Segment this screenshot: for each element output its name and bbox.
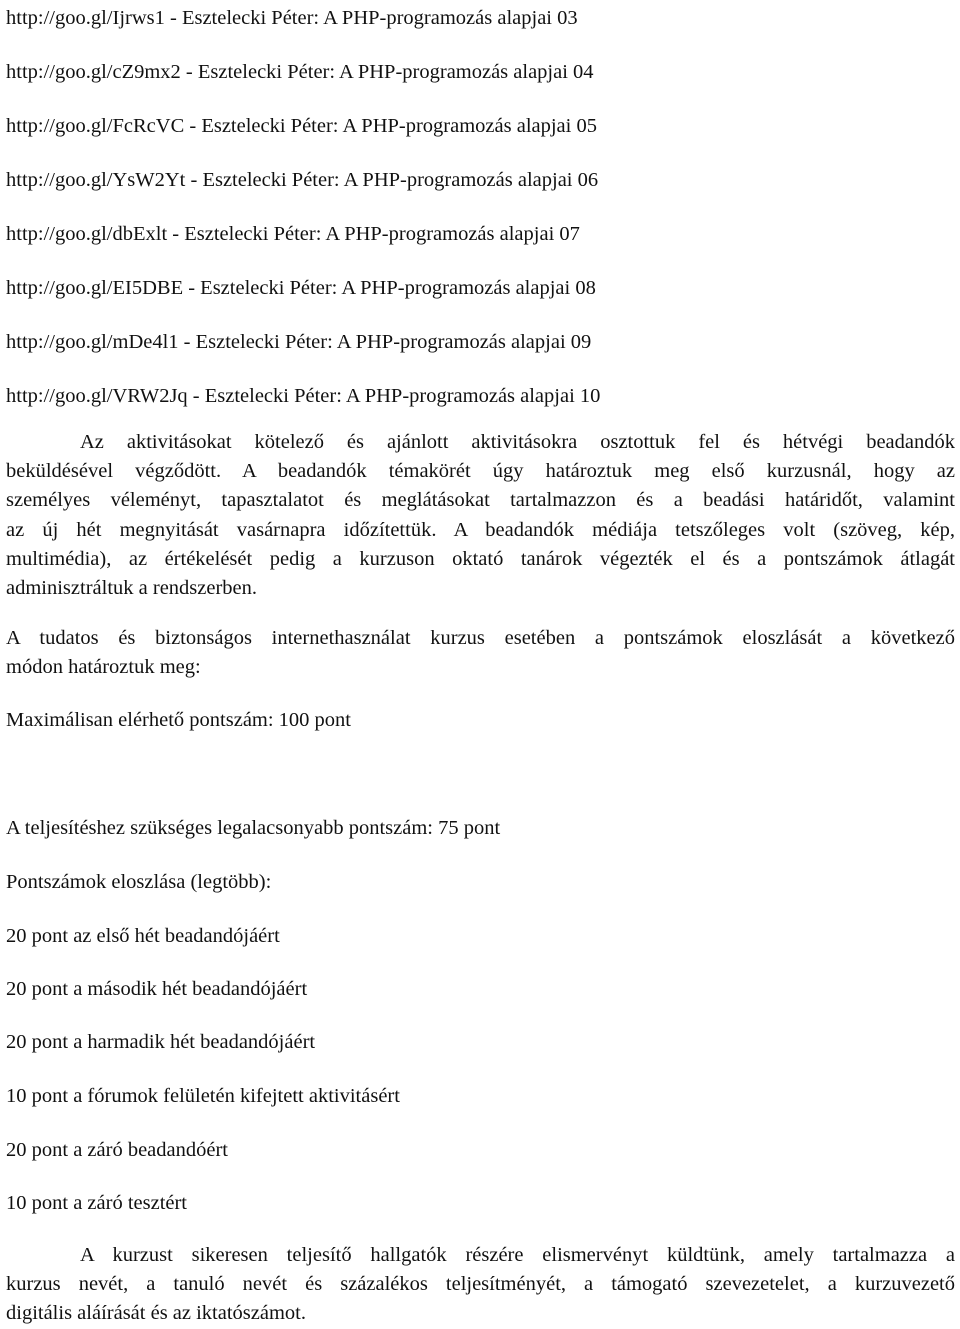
max-points-text: Maximálisan elérhető pontszám: 100 pont — [6, 709, 352, 731]
min-points-text: A teljesítéshez szükséges legalacsonyabb pontszám: 75 pont — [6, 817, 501, 839]
link-line: http://goo.gl/YsW2Yt - Esztelecki Péter: A PHP-programozás alapjai 06 — [6, 169, 599, 191]
paragraph-line: digitális aláírását és az iktatószámot. — [6, 1302, 306, 1325]
paragraph-line: A kurzust sikeresen teljesítő hallgatók részére elismervényt küldtünk, amely tartalmazza a — [80, 1244, 955, 1266]
paragraph-line: kurzus nevét, a tanuló nevét és százalékos teljesítményét, a támogató szevezetelet, a kurzuvezető — [6, 1273, 955, 1296]
paragraph-line: személyes véleményt, tapasztalatot és meglátásokat tartalmazzon és a beadási határidőt, valamint — [6, 489, 955, 512]
link-line: http://goo.gl/cZ9mx2 - Esztelecki Péter: A PHP-programozás alapjai 04 — [6, 61, 594, 83]
link-line: http://goo.gl/dbExlt - Esztelecki Péter: A PHP-programozás alapjai 07 — [6, 223, 580, 245]
distribution-intro-paragraph — [6, 624, 955, 682]
paragraph-line: az új hét megnyitását vasárnapra időzítettük. A beadandók médiája tetszőleges volt (szöveg, kép, — [6, 518, 955, 541]
link-line: http://goo.gl/VRW2Jq - Esztelecki Péter: A PHP-programozás alapjai 10 — [6, 385, 601, 407]
distribution-item: 20 pont az első hét beadandójáért — [6, 925, 280, 947]
link-line: http://goo.gl/EI5DBE - Esztelecki Péter: A PHP-programozás alapjai 08 — [6, 277, 596, 299]
paragraph-line: beküldésével végződött. A beadandók témakörét úgy határoztuk meg első kurzusnál, hogy az — [6, 460, 955, 483]
distribution-item: 20 pont a második hét beadandójáért — [6, 978, 308, 1000]
distribution-item: 10 pont a fórumok felületén kifejtett aktivitásért — [6, 1085, 400, 1107]
paragraph-line: multimédia), az értékelését pedig a kurzuson oktató tanárok végezték el és a pontszámok átlagát — [6, 547, 955, 570]
link-line: http://goo.gl/mDe4l1 - Esztelecki Péter: A PHP-programozás alapjai 09 — [6, 331, 592, 353]
distribution-item: 20 pont a záró beadandóért — [6, 1139, 228, 1161]
distribution-item: 20 pont a harmadik hét beadandójáért — [6, 1031, 316, 1053]
distribution-title: Pontszámok eloszlása (legtöbb): — [6, 871, 272, 893]
distribution-item: 10 pont a záró tesztért — [6, 1192, 188, 1214]
link-line: http://goo.gl/Ijrws1 - Esztelecki Péter: A PHP-programozás alapjai 03 — [6, 7, 578, 29]
paragraph-line: módon határoztuk meg: — [6, 656, 201, 679]
paragraph-line: adminisztráltuk a rendszerben. — [6, 577, 258, 600]
paragraph-line: Az aktivitásokat kötelező és ajánlott aktivitásokra osztottuk fel és hétvégi beadandók — [80, 431, 955, 453]
activities-paragraph — [6, 428, 955, 603]
certificate-paragraph — [6, 1241, 955, 1329]
paragraph-line: A tudatos és biztonságos internethasználat kurzus esetében a pontszámok eloszlását a következő — [6, 627, 955, 649]
link-line: http://goo.gl/FcRcVC - Esztelecki Péter: A PHP-programozás alapjai 05 — [6, 115, 597, 137]
